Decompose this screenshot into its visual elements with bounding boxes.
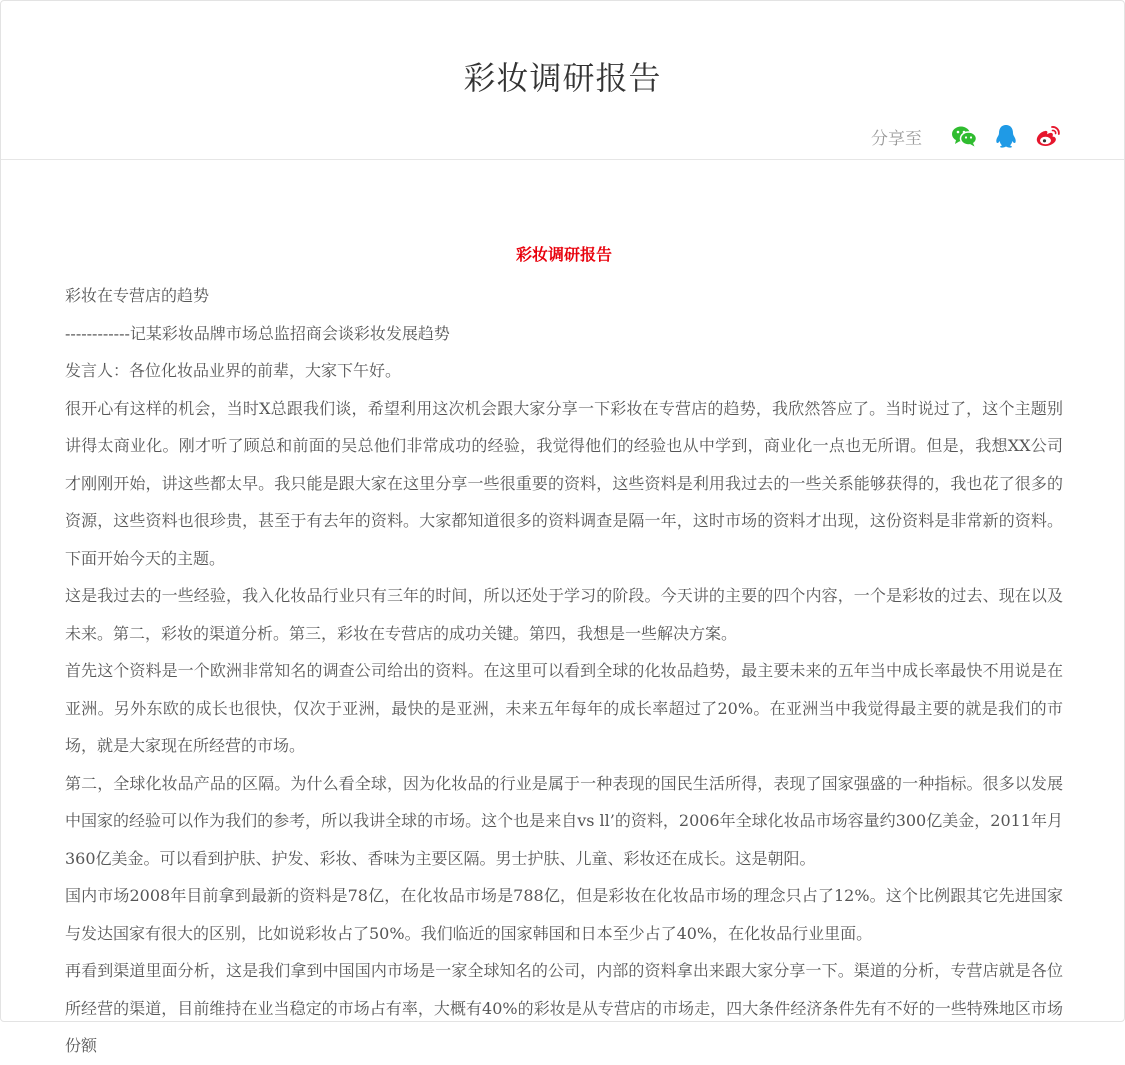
paragraph: 首先这个资料是一个欧洲非常知名的调查公司给出的资料。在这里可以看到全球的化妆品趋势，最主要未来的五年当中成长率最快不用说是在亚洲。另外东欧的成长也很快，仅次于亚洲，最快的是亚洲，未来五年每年的成长率超过了20%。在亚洲当中我觉得最主要的就是我们的市场，就是大家现在所经营的市场。 <box>65 661 1063 755</box>
document-title: 彩妆调研报告 <box>515 245 612 264</box>
paragraph: ------------记某彩妆品牌市场总监招商会谈彩妆发展趋势 <box>65 323 450 343</box>
paragraph: 再看到渠道里面分析，这是我们拿到中国国内市场是一家全球知名的公司，内部的资料拿出来跟大家分享一下。渠道的分析，专营店就是各位所经营的渠道，目前维持在业当稳定的市场占有率，大概有40%的彩妆是从专营店的市场走，四大条件经济条件先有不好的一些特殊地区市场份额 <box>65 961 1063 1055</box>
document-body <box>65 233 1063 1065</box>
paragraph: 彩妆在专营店的趋势 <box>65 286 210 305</box>
paragraph: 第二，全球化妆品产品的区隔。为什么看全球，因为化妆品的行业是属于一种表现的国民生活所得，表现了国家强盛的一种指标。很多以发展中国家的经验可以作为我们的参考，所以我讲全球的市场。这个也是来自vs ll’的资料，2006年全球化妆品市场容量约300亿美金，2011年月360亿美金。可以看到护肤、护发、彩妆、香味为主要区隔。男士护肤、儿童、彩妆还在成长。这是朝阳。 <box>65 773 1063 868</box>
page-title: 彩妆调研报告 <box>463 59 662 97</box>
share-label: 分享至 <box>871 128 922 149</box>
weibo-icon[interactable] <box>1034 122 1062 150</box>
page-header <box>1 1 1124 160</box>
share-bar <box>871 121 1062 151</box>
paragraph: 这是我过去的一些经验，我入化妆品行业只有三年的时间，所以还处于学习的阶段。今天讲的主要的四个内容，一个是彩妆的过去、现在以及未来。第二，彩妆的渠道分析。第三，彩妆在专营店的成功关键。第四，我想是一些解决方案。 <box>65 586 1063 643</box>
wechat-icon[interactable] <box>950 122 978 150</box>
paragraph: 很开心有这样的机会，当时X总跟我们谈，希望利用这次机会跟大家分享一下彩妆在专营店的趋势，我欣然答应了。当时说过了，这个主题别讲得太商业化。刚才听了顾总和前面的吴总他们非常成功的经验，我觉得他们的经验也从中学到，商业化一点也无所谓。但是，我想XX公司才刚刚开始，讲这些都太早。我只能是跟大家在这里分享一些很重要的资料，这些资料是利用我过去的一些关系能够获得的，我也花了很多的资源，这些资料也很珍贵，甚至于有去年的资料。大家都知道很多的资料调查是隔一年，这时市场的资料才出现，这份资料是非常新的资料。下面开始今天的主题。 <box>65 398 1063 568</box>
paragraph: 国内市场2008年目前拿到最新的资料是78亿，在化妆品市场是788亿，但是彩妆在化妆品市场的理念只占了12%。这个比例跟其它先进国家与发达国家有很大的区别，比如说彩妆占了50%。我们临近的国家韩国和日本至少占了40%，在化妆品行业里面。 <box>65 886 1063 943</box>
qq-icon[interactable] <box>992 122 1020 150</box>
paragraph: 发言人：各位化妆品业界的前辈，大家下午好。 <box>65 361 402 380</box>
